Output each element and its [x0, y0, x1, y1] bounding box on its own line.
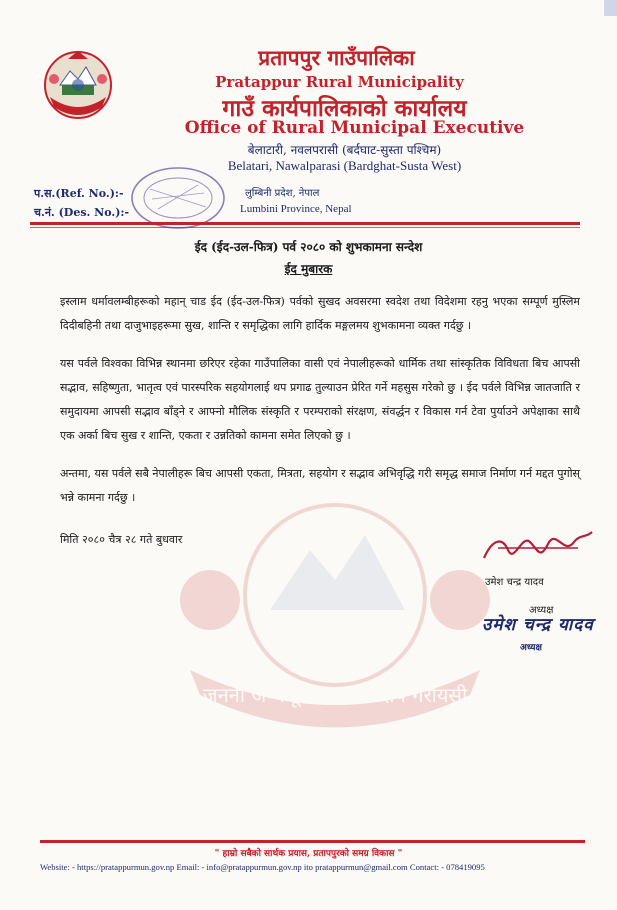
- executive-office-nepali: गाउँ कार्यपालिकाको कार्यालय: [222, 95, 467, 122]
- footer-motto: " हाम्रो सबैको सार्थक प्रयास, प्रतापपुरको समग्र विकास ": [214, 849, 403, 859]
- watermark-motto: जननी जन्मभूमिश्च स्वर्गादपि गरीयसी: [202, 683, 468, 707]
- letter-date: मिति २०८० चैत्र २८ गते बुधवार: [60, 533, 183, 546]
- signatory-role: अध्यक्ष: [529, 605, 554, 616]
- footer-divider: [40, 840, 585, 843]
- signatory-stamp-role: अध्यक्ष: [520, 643, 542, 653]
- address-nepali: बेलाटारी, नवलपरासी (बर्दघाट-सुस्ता पश्चिम): [247, 143, 442, 157]
- header-divider: [30, 222, 580, 225]
- ref-number-label: प.स.(Ref. No.):-: [34, 187, 124, 200]
- header-divider-thin: [30, 227, 580, 228]
- footer-contact: Website: - https://pratappurmun.gov.np Email: - info@pratappurmun.gov.np ito pratappurmun@gmail.com Contact: - 078419095: [40, 862, 485, 872]
- signatory-stamp-name: उमेश चन्द्र यादव: [482, 615, 594, 635]
- executive-office-english: Office of Rural Municipal Executive: [184, 118, 525, 138]
- page-corner: [600, 0, 617, 16]
- letter-subtitle: ईद मुबारक: [284, 262, 333, 276]
- watermark-emblem-icon: [150, 480, 520, 730]
- handwritten-signature-icon: [478, 520, 598, 570]
- province-english: Lumbini Province, Nepal: [240, 203, 352, 215]
- letter-paragraph-1: इस्लाम धर्मावलम्बीहरूको महान् चाड ईद (ईद-उल-फित्र) पर्वको सुखद अवसरमा स्वदेश तथा विदेशमा रहनु भएका सम्पूर्ण मुस्लिम दिदीबहिनी तथा दाजुभाइहरूमा सुख, शान्ति र समृद्धिका लागि हार्दिक मङ्गलमय शुभकामना व्यक्त गर्दछु ।: [60, 295, 580, 332]
- letter-title: ईद (ईद-उल-फित्र) पर्व २०८० को शुभकामना सन्देश: [194, 240, 423, 254]
- province-nepali: लुम्बिनी प्रदेश, नेपाल: [245, 188, 320, 199]
- office-name-english: Pratappur Rural Municipality: [215, 73, 464, 91]
- letter-paragraph-3: अन्तमा, यस पर्वले सबै नेपालीहरू बिच आपसी एकता, मित्रता, सहयोग र सद्भाव अभिवृद्धि गरी समृद्ध समाज निर्माण गर्न मद्दत पुगोस् भन्ने कामना गर्दछु ।: [60, 467, 580, 504]
- letter-paragraph-2: यस पर्वले विश्वका विभिन्न स्थानमा छरिएर रहेका गाउँपालिका वासी एवं नेपालीहरूको धार्मिक तथा सांस्कृतिक विविधता बिच आपसी सद्भाव, सहिष्णुता, भातृत्व एवं पारस्परिक सहयोगलाई थप प्रगाढ तुल्याउन प्रेरित गर्ने महसुस गरेको छु । ईद पर्वले विभिन्न जातजाति र समुदायमा आपसी सद्भाव बाँड्ने र आफ्नो मौलिक संस्कृति र परम्पराको संरक्षण, संवर्द्धन र विकास गर्न टेवा पुर्याउने अपेक्षाका साथै एक अर्का बिच सुख र शान्ति, एकता र उन्नतिको कामना समेत लिएको छु ।: [60, 357, 580, 442]
- address-english: Belatari, Nawalparasi (Bardghat-Susta West): [227, 158, 462, 173]
- office-name-nepali: प्रतापपुर गाउँपालिका: [258, 45, 415, 70]
- des-number-label: च.नं. (Des. No.):-: [34, 206, 130, 219]
- signatory-name: उमेश चन्द्र यादव: [485, 577, 544, 588]
